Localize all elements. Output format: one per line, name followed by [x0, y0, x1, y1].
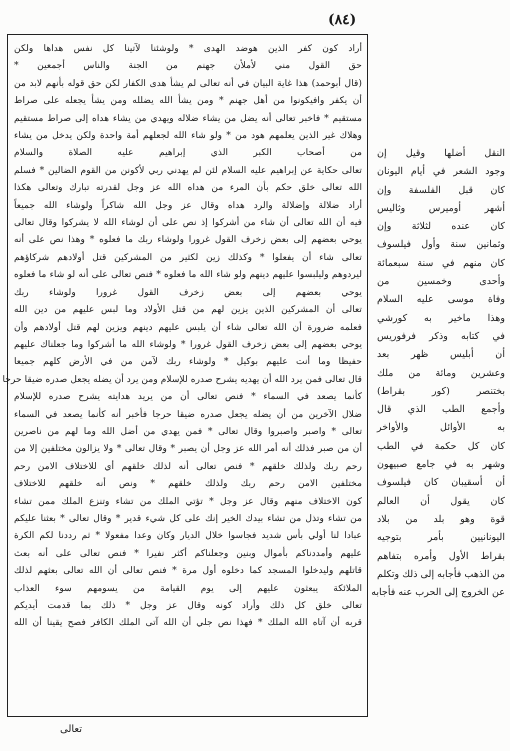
main-text-line: من تشاء وتذل من تشاء بيدك الخير إنك على كل شيء قدير * وقال تعالى * بعثنا عليكم: [14, 512, 362, 524]
main-text-line: مستقيم * فاخبر تعالى أنه يضل من يشاء ضلاله ويهدي من يشاء هداه إلى صراط مستقيم: [14, 112, 362, 124]
margin-text-line: في كتابه وذكر فرفوريس: [377, 330, 505, 342]
margin-text-line: كان قبل الفلسفة وإن: [377, 184, 505, 196]
margin-text-line: كان يقول أن العالم: [377, 495, 505, 507]
page-number: (٨٤): [328, 12, 357, 28]
margin-text-line: وشهر به في جامع صبيهون: [377, 459, 505, 471]
margin-text-line: كان منهم في سنة سبعمائة: [377, 257, 505, 269]
main-text-line: من أصحاب الكبر الذي إبراهيم عليه الصلاة والسلام: [14, 147, 362, 159]
margin-text-line: وجود الشعر في أيام اليونان: [377, 166, 505, 178]
main-text-line: قربه أن آتاه الله الملك * فهذا نص جلي أن الله آتى الملك الكافر فصح يقينا أن الله: [14, 617, 362, 629]
main-text-line: حفيظا وما أنت عليهم بوكيل * ولوشاء ربك لآمن من في الأرض كلهم جميعا: [14, 356, 362, 368]
margin-text-line: وثمانين سنة وأول فيلسوف: [377, 239, 505, 251]
main-text-line: رحم ربك ولذلك خلقهم * فنص تعالى أنه لذلك خلقهم أي للاختلاف الامن رحم: [14, 460, 362, 472]
margin-text-line: وفاة موسى عليه السلام: [377, 294, 505, 306]
margin-commentary: [371, 145, 505, 599]
main-text-line: ليردوهم وليلبسوا عليهم دينهم ولو شاء الله ما فعلوه * فنص تعالى على أنه لو شاء ما فعلوه: [14, 269, 362, 281]
catchword: تعالى: [60, 724, 83, 735]
margin-text-line: النقل أضلها وقيل إن: [377, 148, 505, 159]
margin-text-line: به الأوائل والأواخر: [377, 422, 505, 434]
margin-text-line: عن الخروج إلى الحرب عنه فأجابه: [371, 587, 505, 599]
main-text-line: تعالى شاء أن يفعلوا * وكذلك زين لكثير من المشركين قتل أولادهم شركاؤهم: [14, 251, 362, 263]
main-text-line: تعالى خلق كل ذلك وأراد كونه وقال عز وجل * ذلك بما قدمت أيديكم: [14, 600, 362, 611]
main-text-line: كون الاختلاف منهم وقال عز وجل * تؤتي الملك من تشاء وتنزع الملك ممن تشاء: [14, 495, 362, 507]
main-text-line: تعالى أن المشركين الذين يزين لهم من قتل الأولاد وما لبس عليهم من دين الله: [14, 304, 362, 316]
margin-text-line: وأحدى وخمسين من: [377, 276, 505, 288]
margin-text-line: بختنصر (كور بقراط): [377, 385, 505, 397]
main-text-line: يوحي بعضهم إلى بعض زخرف القول غرورا ولوشاء ربك ما فعلوه * وهذا نص على أنه: [14, 234, 362, 246]
main-text-block: [2, 40, 362, 708]
main-text-line: قال تعالى فمن يرد الله أن يهديه يشرح صدره للإسلام ومن يرد أن يضله يجعل صدره ضيقا حرجا: [2, 373, 362, 385]
margin-text-line: كان كل حكمة في الطب: [377, 440, 505, 452]
margin-text-line: من الذهب فأجابه إلى ذلك وتكلم: [377, 568, 505, 580]
main-text-line: أن من صبر فذلك أنه أمر الله عز وجل أن يصبر * وقال تعالى * ولا يزالون مختلفين إلا من: [14, 443, 362, 455]
main-text-line: وهلاك غير الذين يعلمهم هود من * ولو شاء الله لجعلهم أمة واحدة ولكن يدخل من يشاء: [14, 130, 362, 142]
main-text-line: فيه أن الله تعالى أن شاء من أشركوا إذ نص على أن لوشاء الله لا يشركوا وقال تعالى: [14, 217, 362, 229]
main-text-line: كأنما يصعد في السماء * فنص تعالى أن من يريد هدايته يشرح صدره للإسلام: [14, 391, 362, 403]
main-text-line: أراد ضلالة وإضلالة والرد هداه وقال عز وجل الله شاكراً ولوشاء الله جميعاً: [14, 199, 362, 211]
main-text-line: فعلمه ضرورة أن الله تعالى شاء أن يلبس عليهم دينهم ويزين لهم قتل أولادهم وأن: [14, 321, 362, 333]
main-text-line: أن يكفر وافيكونوا من أهل جهنم * ومن يشأ الله يضلله ومن يشأ يجعله على صراط: [14, 95, 362, 107]
margin-text-line: أن أبليس ظهر بعد: [377, 349, 505, 361]
main-text-line: مختلفين الامن رحم ربك ولذلك خلقهم * ونص أنه خلقهم للاختلاف: [14, 478, 362, 490]
margin-text-line: وعشرين ومائة من ملك: [377, 367, 505, 379]
main-text-line: تعالى * واصبر واصبروا وقال تعالى * فمن يهدي من أضل الله وما لهم من ناصرين: [14, 425, 362, 437]
margin-text-line: أن أسقيبان كان فيلسوف: [377, 477, 505, 489]
main-text-line: الملائكة يبعثون عليهم إلى يوم القيامة من يسومهم سوء العذاب: [14, 582, 362, 594]
margin-text-line: قوة وهو بلد من بلاد: [377, 513, 505, 525]
main-text-line: أراد كون كفر الذين هوضد الهدى * ولوشئنا لآتينا كل نفس هداها ولكن: [14, 43, 362, 54]
margin-text-line: بقراط الأول وأمره بتفاهم: [377, 550, 505, 562]
main-text-line: الله تعالى خلق حكم بأن المرء من هداه الله عز وجل لقدرته تبارك وتعالى هكذا: [14, 182, 362, 194]
margin-text-line: وهذا ماخير به كورشي: [377, 312, 505, 324]
main-text-line: قاتلهم وليدخلوا المسجد كما دخلوه أول مرة * فنص تعالى أن الله تعالى بعثهم لذلك: [14, 565, 362, 577]
main-text-line: حق القول مني لأملأن جهنم من الجنة والناس أجمعين *: [14, 60, 362, 72]
margin-text-line: أشهر أوميرس وثاليس: [377, 202, 505, 214]
margin-text-line: وأجمع الطب الذي قال: [377, 404, 505, 416]
main-text-line: عبادا لنا أولي بأس شديد فجاسوا خلال الديار وكان وعدا مفعولا * ثم رددنا لكم الكرة: [14, 530, 362, 542]
margin-text-line: كان عنده لثلاثة وإن: [377, 221, 505, 233]
main-text-line: ضلال الآخرين من أن يضله يجعل صدره ضيقا حرجا فأخبر أنه كأنما يصعد في السماء: [14, 408, 362, 420]
main-text-line: (قال أبوحمد) هذا غاية البيان في أنه تعالى لم يشأ هدى الكفار لكن حق قوله بأنهم لابد من: [14, 77, 362, 89]
main-text-line: عليهم وأمددناكم بأموال وبنين وجعلناكم أكثر نفيرا * فنص تعالى على أنه بعث: [14, 547, 362, 559]
margin-text-line: اليونانيين بأمر بتوجيه: [377, 532, 505, 544]
main-text-line: تعالى حكاية عن إبراهيم عليه السلام لئن لم يهدني ربي لأكونن من القوم الضالين * فسلم: [14, 164, 362, 176]
main-text-line: يوحي بعضهم إلى بعض زخرف القول غرورا ولوشاء ربك: [14, 286, 362, 298]
main-text-line: يوحي بعضهم إلى بعض زخرف القول غرورا * ولوشاء الله ما أشركوا وما جعلناك عليهم: [14, 338, 362, 350]
